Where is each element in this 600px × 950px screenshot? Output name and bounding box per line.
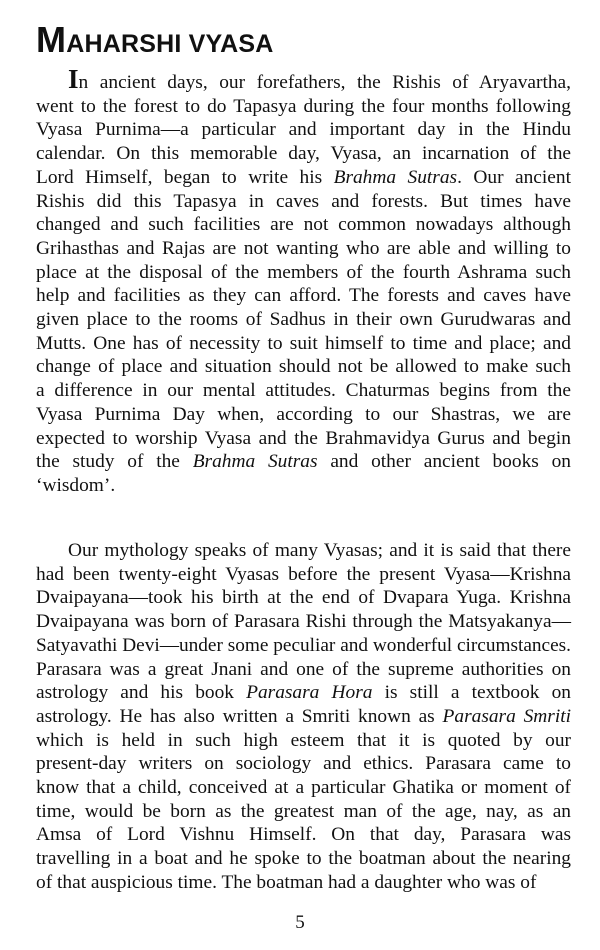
title-rest: AHARSHI VYASA xyxy=(66,30,274,58)
italic-title: Parasara Smriti xyxy=(442,705,571,727)
title-initial: M xyxy=(36,19,67,60)
text-line xyxy=(36,634,571,658)
text-line xyxy=(36,190,571,214)
line-text: ‘wisdom’. xyxy=(36,474,116,496)
line-text: astrology and his book xyxy=(36,682,247,704)
text-line xyxy=(36,586,571,610)
line-text: Rishis did this Tapasya in caves and forests. But times have xyxy=(36,190,571,212)
text-line xyxy=(36,95,571,119)
line-text: know that a child, conceived at a particular Ghatika or moment of xyxy=(36,777,571,799)
text-line xyxy=(36,800,571,824)
line-text: place at the disposal of the members of the fourth Ashrama such xyxy=(36,261,571,283)
text-line xyxy=(36,871,571,895)
line-text: which is held in such high esteem that it is quoted by our xyxy=(36,729,571,751)
text-line xyxy=(36,847,571,871)
paragraph-2 xyxy=(36,539,571,895)
italic-title: Brahma Sutras xyxy=(333,166,458,188)
page-number: 5 xyxy=(295,912,305,933)
text-line xyxy=(36,118,571,142)
line-text: Lord Himself, began to write his xyxy=(36,166,334,188)
line-text: . Our ancient xyxy=(457,166,571,188)
line-text: Mutts. One has of necessity to suit himself to time and place; and xyxy=(36,332,571,354)
line-text: Vyasa Purnima Day when, according to our Shastras, we are xyxy=(36,403,571,425)
text-line xyxy=(36,658,571,682)
line-text: had been twenty-eight Vyasas before the present Vyasa—Krishna xyxy=(36,563,571,585)
text-line xyxy=(36,379,571,403)
text-line xyxy=(36,332,571,356)
paragraph-1 xyxy=(36,64,571,498)
line-text: travelling in a boat and he spoke to the boatman about the nearing xyxy=(36,848,571,870)
line-text: Our mythology speaks of many Vyasas; and it is said that there xyxy=(68,540,571,561)
line-text: time, would be born as the greatest man of the age, nay, as an xyxy=(36,800,571,822)
text-line xyxy=(36,729,571,753)
line-text: changed and such facilities are not common nowadays although xyxy=(36,214,571,236)
line-text: calendar. On this memorable day, Vyasa, an incarnation of the xyxy=(36,143,571,165)
text-line xyxy=(36,427,571,451)
line-text: Grihasthas and Rajas are not wanting who are able and willing to xyxy=(36,237,571,259)
text-line xyxy=(36,681,571,705)
line-text: Satyavathi Devi—under some peculiar and wonderful circumstances. xyxy=(36,634,571,656)
line-text: Vyasa Purnima—a particular and important day in the Hindu xyxy=(36,119,571,141)
line-text: a difference in our mental attitudes. Chaturmas begins from the xyxy=(36,380,571,402)
italic-title: Brahma Sutras xyxy=(192,451,318,473)
text-line xyxy=(36,539,571,563)
line-text: and other ancient books on xyxy=(317,451,571,473)
text-line xyxy=(36,776,571,800)
text-line xyxy=(36,450,571,474)
italic-title: Parasara Hora xyxy=(246,682,373,704)
chapter-title xyxy=(36,19,274,62)
text-line xyxy=(36,284,571,308)
text-line xyxy=(36,166,571,190)
line-text: help and facilities as they can afford. The forests and caves have xyxy=(36,285,571,307)
line-text: change of place and situation should not be allowed to make such xyxy=(36,356,571,378)
line-text: given place to the rooms of Sadhus in their own Gurudwaras and xyxy=(36,309,571,331)
text-line xyxy=(36,213,571,237)
line-text: Amsa of Lord Vishnu Himself. On that day, Parasara was xyxy=(36,824,571,846)
text-line xyxy=(36,752,571,776)
line-text: is still a textbook on xyxy=(372,682,571,704)
text-line xyxy=(36,474,571,498)
text-line xyxy=(36,705,571,729)
line-text: Dvaipayana—took his birth at the end of Dvapara Yuga. Krishna xyxy=(36,587,571,609)
line-text: n ancient days, our forefathers, the Rishis of Aryavartha, xyxy=(78,72,571,93)
line-text: astrology. He has also written a Smriti known as xyxy=(36,705,443,727)
line-text: Dvaipayana was born of Parasara Rishi through the Matsyakanya— xyxy=(36,611,571,633)
text-line xyxy=(36,237,571,261)
text-line xyxy=(36,355,571,379)
line-text: the study of the xyxy=(36,451,193,473)
line-text: expected to worship Vyasa and the Brahmavidya Gurus and begin xyxy=(36,427,571,449)
line-text: of that auspicious time. The boatman had a daughter who was of xyxy=(36,871,537,893)
text-line xyxy=(36,823,571,847)
text-line xyxy=(36,563,571,587)
line-text: present-day writers on sociology and ethics. Parasara came to xyxy=(36,753,571,775)
text-line xyxy=(36,610,571,634)
text-line xyxy=(36,308,571,332)
line-text: went to the forest to do Tapasya during the four months following xyxy=(36,95,571,117)
text-line xyxy=(36,403,571,427)
text-line xyxy=(36,142,571,166)
drop-cap: I xyxy=(68,64,79,94)
text-line xyxy=(36,261,571,285)
text-line xyxy=(36,64,571,95)
line-text: Parasara was a great Jnani and one of the supreme authorities on xyxy=(36,658,571,680)
